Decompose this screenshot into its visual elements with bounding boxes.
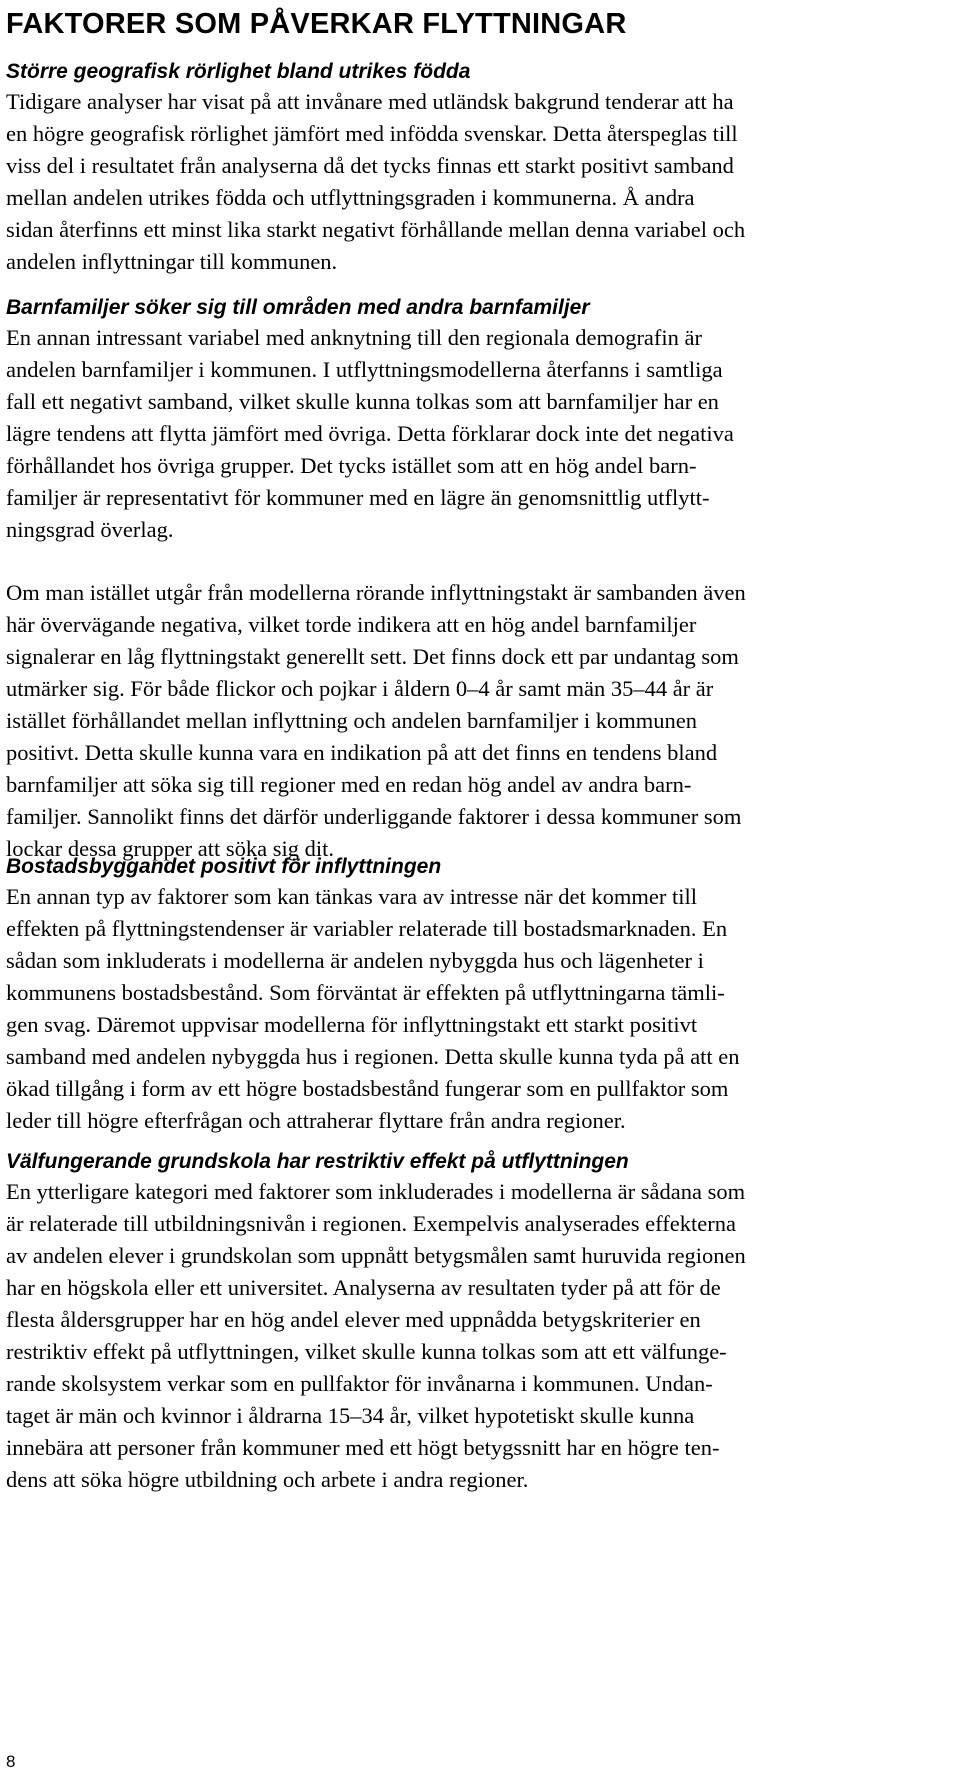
paragraph xyxy=(6,1176,946,1496)
text-line: av andelen elever i grundskolan som uppnått betygsmålen samt huruvida regionen xyxy=(6,1243,746,1268)
text-line: sidan återfinns ett minst lika starkt negativt förhållande mellan denna variabel och xyxy=(6,217,746,242)
text-line: dens att söka högre utbildning och arbete i andra regioner. xyxy=(6,1467,529,1492)
text-line: samband med andelen nybyggda hus i regionen. Detta skulle kunna tyda på att en xyxy=(6,1044,740,1069)
text-line: här övervägande negativa, vilket torde indikera att en hög andel barnfamiljer xyxy=(6,612,697,637)
text-line: ningsgrad överlag. xyxy=(6,517,174,542)
text-line: lockar dessa grupper att söka sig dit. xyxy=(6,836,335,861)
text-line: positivt. Detta skulle kunna vara en indikation på att det finns en tendens bland xyxy=(6,740,718,765)
text-line: innebära att personer från kommuner med ett högt betygssnitt har en högre ten- xyxy=(6,1435,720,1460)
text-line: istället förhållandet mellan inflyttning och andelen barnfamiljer i kommunen xyxy=(6,708,698,733)
text-line: barnfamiljer att söka sig till regioner med en redan hög andel av andra barn- xyxy=(6,772,692,797)
text-line: leder till högre efterfrågan och attraherar flyttare från andra regioner. xyxy=(6,1108,626,1133)
text-line: En ytterligare kategori med faktorer som inkluderades i modellerna är sådana som xyxy=(6,1179,746,1204)
text-line: lägre tendens att flytta jämfört med övriga. Detta förklarar dock inte det negativa xyxy=(6,421,734,446)
text-line: viss del i resultatet från analyserna då det tycks finnas ett starkt positivt samband xyxy=(6,153,734,178)
page-number: 8 xyxy=(6,1752,16,1771)
text-line: En annan intressant variabel med anknytning till den regionala demografin är xyxy=(6,325,703,350)
text-line: utmärker sig. För både flickor och pojkar i åldern 0–4 år samt män 35–44 år är xyxy=(6,676,714,701)
paragraph xyxy=(6,577,946,865)
section-grundskola xyxy=(6,1150,946,1496)
text-line: fall ett negativt samband, vilket skulle kunna tolkas som att barnfamiljer har en xyxy=(6,389,719,414)
text-line: En annan typ av faktorer som kan tänkas vara av intresse när det kommer till xyxy=(6,884,698,909)
paragraph xyxy=(6,86,946,278)
page-title: FAKTORER SOM PÅVERKAR FLYTTNINGAR xyxy=(6,8,627,40)
paragraph xyxy=(6,881,946,1137)
section-utrikes-fodda xyxy=(6,60,946,278)
text-line: Tidigare analyser har visat på att invånare med utländsk bakgrund tenderar att ha xyxy=(6,89,734,114)
text-line: Om man istället utgår från modellerna rörande inflyttningstakt är sambanden även xyxy=(6,580,746,605)
text-line: förhållandet hos övriga grupper. Det tycks istället som att en hög andel barn- xyxy=(6,453,697,478)
section-bostadsbyggande xyxy=(6,855,946,1137)
text-line: har en högskola eller ett universitet. Analyserna av resultaten tyder på att för de xyxy=(6,1275,721,1300)
text-line: andelen barnfamiljer i kommunen. I utflyttningsmodellerna återfanns i samtliga xyxy=(6,357,723,382)
text-line: ökad tillgång i form av ett högre bostadsbestånd fungerar som en pullfaktor som xyxy=(6,1076,729,1101)
text-line: taget är män och kvinnor i åldrarna 15–34 år, vilket hypotetiskt skulle kunna xyxy=(6,1403,695,1428)
text-line: gen svag. Däremot uppvisar modellerna för inflyttningstakt ett starkt positivt xyxy=(6,1012,698,1037)
text-line: andelen inflyttningar till kommunen. xyxy=(6,249,338,274)
paragraph xyxy=(6,322,946,546)
text-line: signalerar en låg flyttningstakt generellt sett. Det finns dock ett par undantag som xyxy=(6,644,739,669)
text-line: är relaterade till utbildningsnivån i regionen. Exempelvis analyserades effekterna xyxy=(6,1211,736,1236)
text-line: effekten på flyttningstendenser är variabler relaterade till bostadsmarknaden. En xyxy=(6,916,728,941)
section-heading: Bostadsbyggandet positivt för inflyttningen xyxy=(6,855,442,878)
text-line: en högre geografisk rörlighet jämfört med infödda svenskar. Detta återspeglas till xyxy=(6,121,738,146)
text-line: rande skolsystem verkar som en pullfaktor för invånarna i kommunen. Undan- xyxy=(6,1371,713,1396)
text-line: flesta åldersgrupper har en hög andel elever med uppnådda betygskriterier en xyxy=(6,1307,701,1332)
section-heading: Barnfamiljer söker sig till områden med andra barnfamiljer xyxy=(6,296,590,319)
text-line: mellan andelen utrikes födda och utflyttningsgraden i kommunerna. Å andra xyxy=(6,185,695,210)
section-heading: Välfungerande grundskola har restriktiv effekt på utflyttningen xyxy=(6,1150,629,1173)
section-barnfamiljer xyxy=(6,296,946,865)
text-line: familjer. Sannolikt finns det därför underliggande faktorer i dessa kommuner som xyxy=(6,804,742,829)
text-line: kommunens bostadsbestånd. Som förväntat är effekten på utflyttningarna tämli- xyxy=(6,980,725,1005)
text-line: familjer är representativt för kommuner med en lägre än genomsnittlig utflytt- xyxy=(6,485,710,510)
text-line: sådan som inkluderats i modellerna är andelen nybyggda hus och lägenheter i xyxy=(6,948,704,973)
text-line: restriktiv effekt på utflyttningen, vilket skulle kunna tolkas som att ett välfunge- xyxy=(6,1339,727,1364)
section-heading: Större geografisk rörlighet bland utrikes födda xyxy=(6,60,471,83)
